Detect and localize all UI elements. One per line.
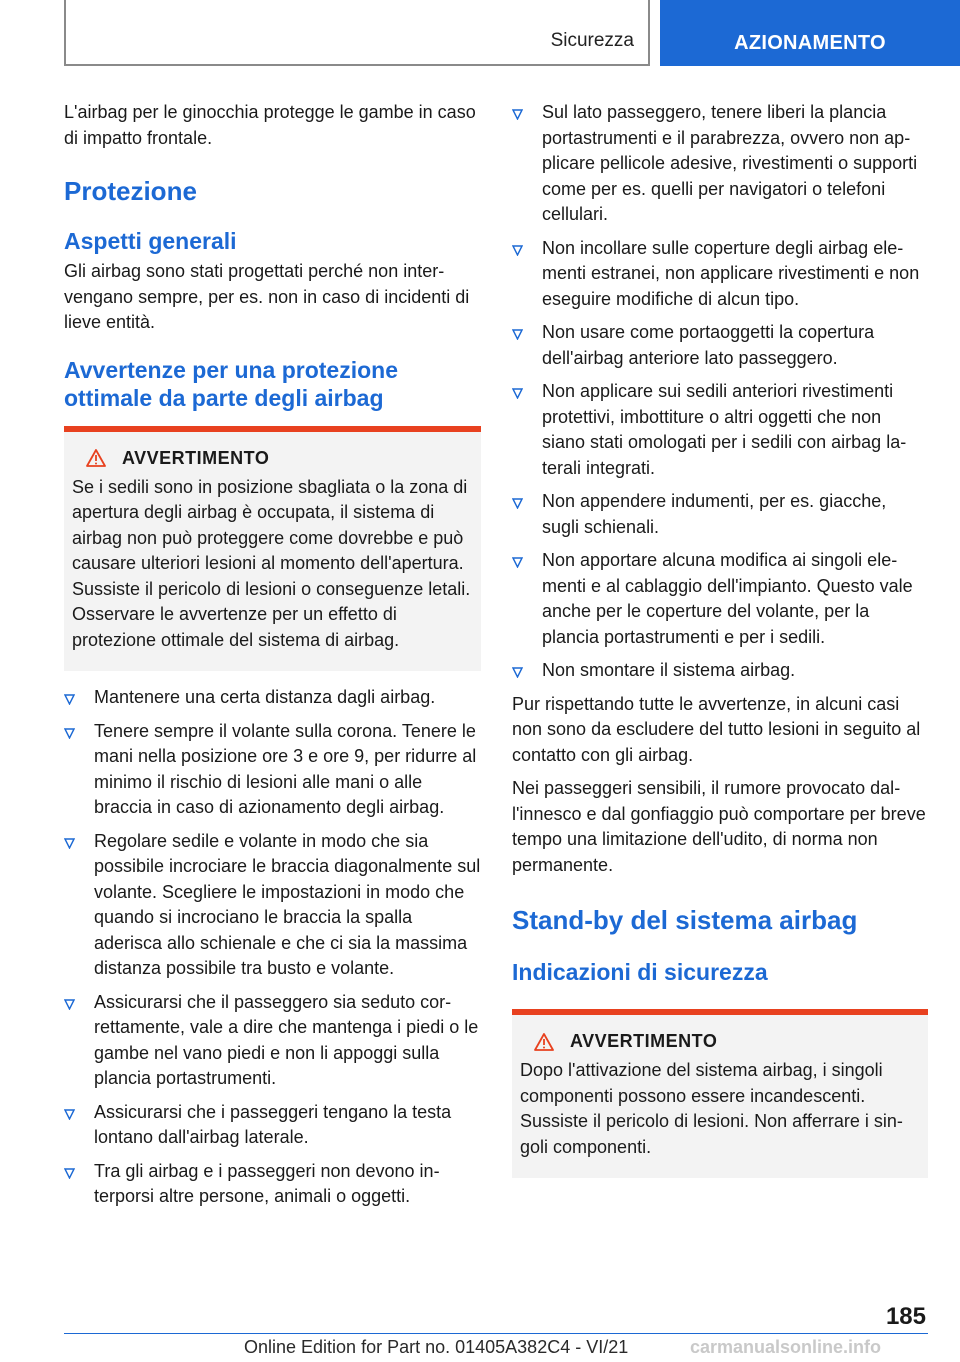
header-chapter-tab — [660, 0, 960, 66]
warning-title-text-right: AVVERTIMENTO — [570, 1031, 718, 1051]
triangle-right-icon — [512, 329, 523, 340]
list-item: Assicurarsi che il passeggero sia seduto correttamente, vale a dire che mantenga i piedi o le gambe nel vano piedi e non li appoggi sulla plancia portastrumenti. — [64, 990, 481, 1092]
header-chapter-title: AZIONAMENTO — [734, 32, 886, 54]
triangle-right-icon — [64, 838, 75, 849]
warning-box-left — [64, 426, 481, 672]
triangle-right-icon — [64, 1109, 75, 1120]
list-item: Sul lato passeggero, tenere liberi la plancia portastrumenti e il parabrezza, ovvero non applicare pellicole adesive, rivestimenti o supporti come per es. quelli per navigatori o telefoni cellulari. — [512, 100, 928, 228]
warning-box-right — [512, 1009, 928, 1178]
heading-avvertenze: Avvertenze per una protezione ottimale da parte degli airbag — [64, 356, 399, 411]
warning-text-right: Dopo l'attivazione del sistema airbag, i singoli componenti possono essere incandescenti. Sussiste il pericolo di lesioni. Non afferrare i singoli componenti. — [520, 1060, 903, 1157]
warning-title-left — [72, 448, 473, 469]
header-section-box — [64, 0, 650, 66]
list-item: Non incollare sulle coperture degli airbag elementi estranei, non applicare rivestimenti e non eseguire modifiche di alcun tipo. — [512, 236, 928, 313]
warning-title-right — [520, 1031, 920, 1052]
list-item: Non usare come portaoggetti la copertura dell'airbag anteriore lato passeggero. — [512, 320, 928, 371]
list-item: Non apportare alcuna modifica ai singoli elementi e al cablaggio dell'impianto. Questo vale anche per le coperture del volante, per la plancia portastrumenti e per i sedili. — [512, 548, 928, 650]
left-column — [64, 100, 481, 1218]
triangle-right-icon — [64, 1168, 75, 1179]
triangle-right-icon — [64, 999, 75, 1010]
list-item: Non appendere indumenti, per es. giacche, sugli schienali. — [512, 489, 928, 540]
heading-indicazioni: Indicazioni di sicurezza — [512, 959, 768, 985]
warning-title-text-left: AVVERTIMENTO — [122, 447, 270, 468]
bullet-list-right — [512, 100, 928, 684]
paragraph-right-1: Pur rispettando tutte le avvertenze, in alcuni casi non sono da escludere del tutto lesioni in seguito al contatto con gli airbag. — [512, 693, 921, 765]
triangle-right-icon — [64, 694, 75, 705]
list-item: Assicurarsi che i passeggeri tengano la testa lontano dall'airbag laterale. — [64, 1100, 481, 1151]
page-number: 185 — [885, 1303, 926, 1330]
triangle-right-icon — [512, 498, 523, 509]
triangle-right-icon — [512, 245, 523, 256]
bullet-list-left — [64, 685, 481, 1210]
list-item: Regolare sedile e volante in modo che sia possibile incrociare le braccia diagonalmente sul volante. Scegliere le impostazioni in modo che quando si incrociano le braccia la spalla aderisca allo schienale e che ci sia la massima distanza possibile tra busto e volante. — [64, 829, 481, 982]
header-section-title: Sicurezza — [550, 30, 634, 51]
list-item: Non smontare il sistema airbag. — [512, 658, 928, 684]
paragraph-right-2: Nei passeggeri sensibili, il rumore provocato dall'innesco e dal gonfiaggio può comportare per breve tempo una limitazione dell'udito, di norma non permanente. — [512, 778, 926, 875]
list-item: Non applicare sui sedili anteriori rivestimenti protettivi, imbottiture o altri oggetti che non siano stati omologati per i sedili con airbag laterali integrati. — [512, 379, 928, 481]
list-item: Mantenere una certa distanza dagli airbag. — [64, 685, 481, 711]
heading-protezione: Protezione — [64, 176, 197, 206]
triangle-right-icon — [512, 109, 523, 120]
list-item: Tra gli airbag e i passeggeri non devono interporsi altre persone, animali o oggetti. — [64, 1159, 481, 1210]
list-item: Tenere sempre il volante sulla corona. Tenere le mani nella posizione ore 3 e ore 9, per ridurre al minimo il rischio di lesioni alle mani o alle braccia in caso di azionamento degli airbag. — [64, 719, 481, 821]
triangle-right-icon — [512, 667, 523, 678]
aspetti-paragraph: Gli airbag sono stati progettati perché non intervengano sempre, per es. non in caso di incidenti di lieve entità. — [64, 261, 470, 332]
triangle-right-icon — [64, 728, 75, 739]
triangle-right-icon — [512, 557, 523, 568]
watermark: carmanualsonline.info — [690, 1337, 882, 1357]
warning-triangle-icon — [86, 449, 106, 467]
heading-aspetti-generali: Aspetti generali — [64, 228, 237, 254]
warning-triangle-icon — [534, 1033, 554, 1051]
footer-divider — [64, 1333, 928, 1334]
heading-standby: Stand-by del sistema airbag — [512, 905, 858, 935]
intro-paragraph: L'airbag per le ginocchia protegge le gambe in caso di impatto frontale. — [64, 102, 476, 148]
right-column — [512, 100, 928, 1178]
warning-text-left: Se i sedili sono in posizione sbagliata o la zona di apertura degli airbag è occupata, il sistema di airbag non può proteggere come dovrebbe e può causare ulteriori lesioni al momento dell'apertura. Sussiste il pericolo di lesioni o conseguenze letali. Osservare le avvertenze per un effetto di protezione ottimale del sistema di airbag. — [72, 476, 471, 650]
triangle-right-icon — [512, 388, 523, 399]
footer-edition: Online Edition for Part no. 01405A382C4 - VI/21 — [244, 1337, 629, 1357]
